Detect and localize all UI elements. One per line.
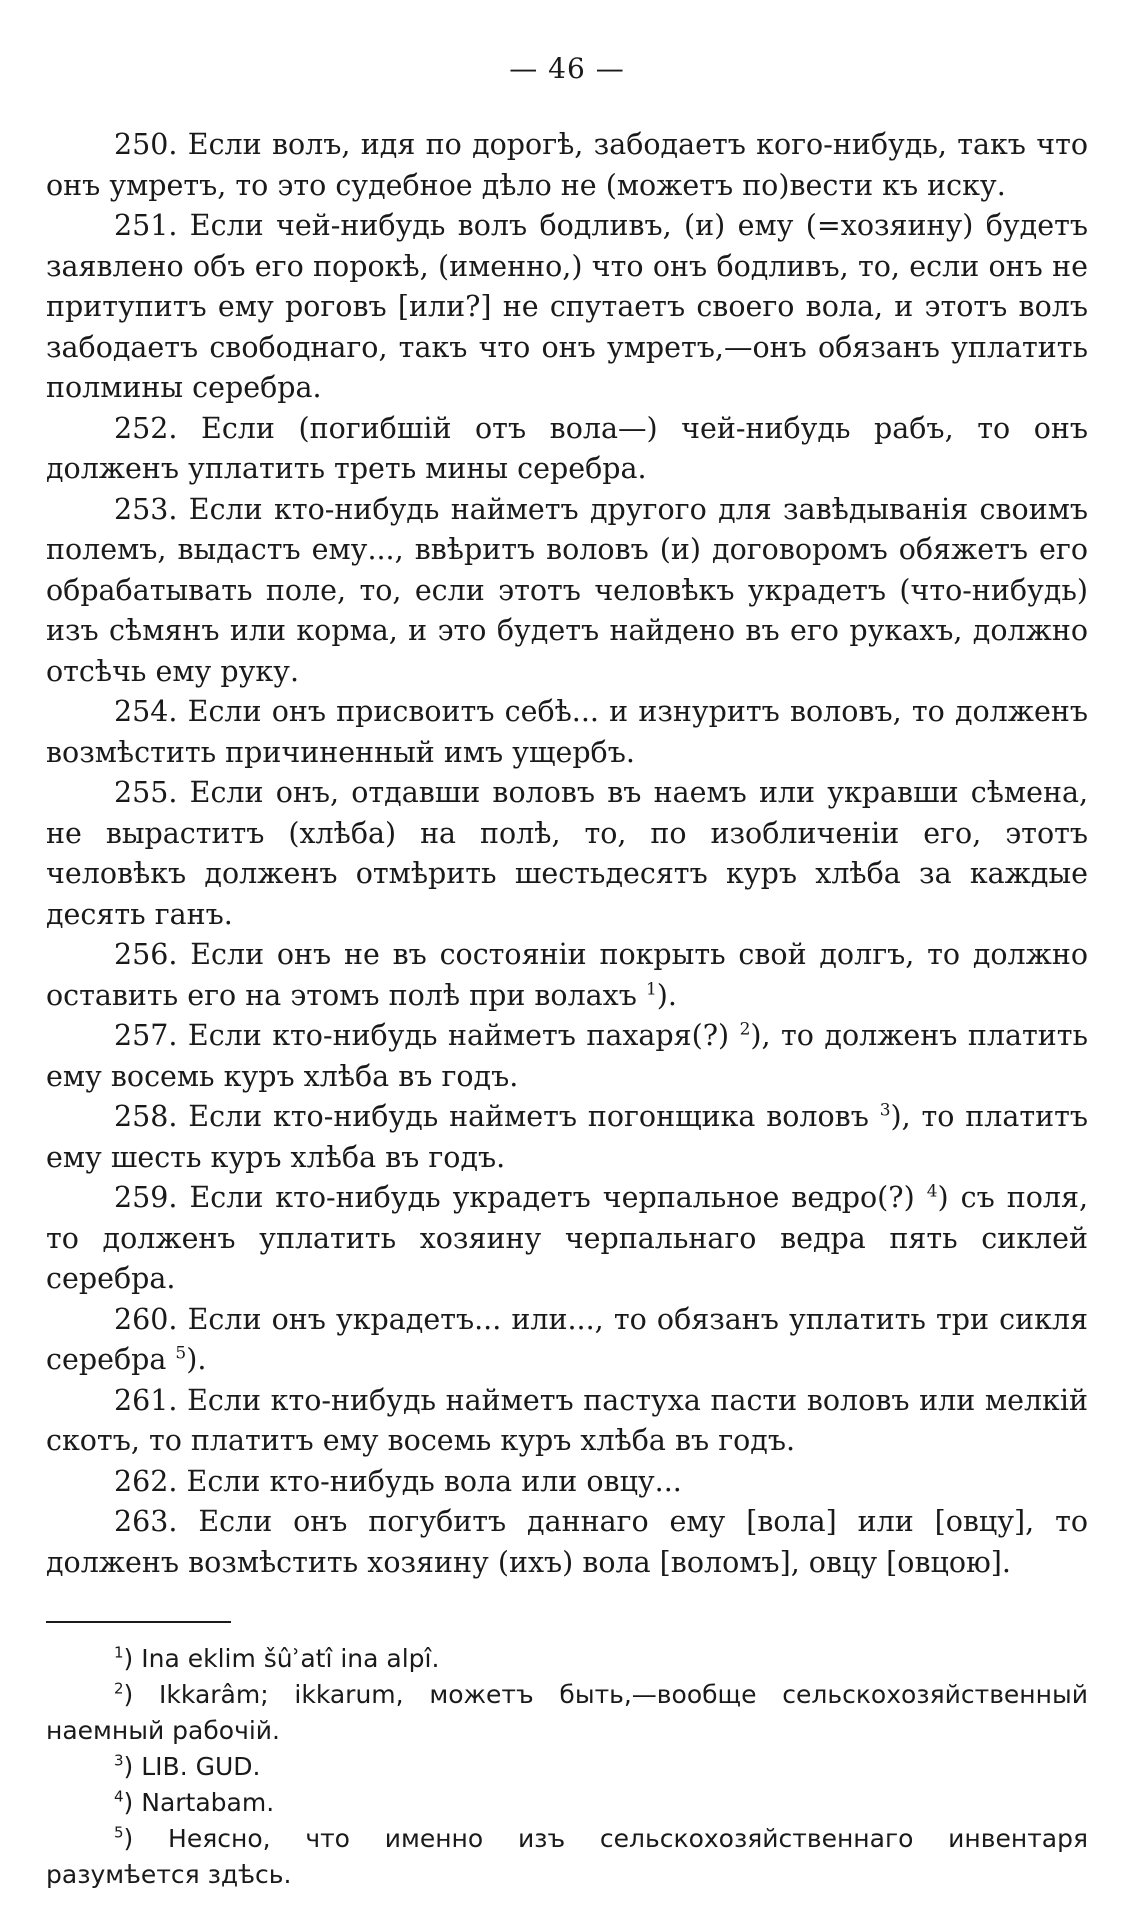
- footnote-3: $^3$) LIB. GUD.: [114, 1751, 261, 1781]
- footnote-divider: [46, 1621, 231, 1623]
- paragraph-251: 251. Если чей-нибудь волъ бодливъ, (и) ему (=хозяину) будетъ заявлено объ его порокѣ, (именно,) что онъ бодливъ, то, если онъ не притупитъ ему роговъ [или?] не спутаетъ своего вола, и этотъ волъ забодаетъ свободнаго, такъ что онъ умретъ,—онъ обязанъ уплатить полмины серебра.: [46, 209, 1088, 404]
- footnote-ref-2[interactable]: 2: [739, 1019, 751, 1040]
- footnote-mark: 3: [114, 1751, 124, 1770]
- paragraph-253: 253. Если кто-нибудь найметъ другого для завѣдыванія своимъ полемъ, выдастъ ему..., ввѣритъ воловъ (и) договоромъ обяжетъ его обрабатывать поле, то, если этотъ человѣкъ украдетъ (что-нибудь) изъ сѣмянъ или корма, и это будетъ найдено въ его рукахъ, должно отсѣчь ему руку.: [46, 492, 1088, 688]
- footnote-mark: 4: [114, 1787, 124, 1806]
- footnote-5: $^5$) Неясно, что именно изъ сельскохозяйственнаго инвентаря разумѣется здѣсь.: [46, 1823, 1088, 1889]
- body-text: [46, 125, 1088, 1583]
- footnote-mark: 2: [114, 1679, 124, 1698]
- footnote-ref-3[interactable]: 3: [879, 1100, 891, 1121]
- footnote-1: $^1$) Ina eklim šûʾatî ina alpî.: [114, 1643, 440, 1673]
- footnote-2: $^2$) Ikkarâm; ikkarum, можетъ быть,—вообще сельскохозяйственный наемный рабочій.: [46, 1679, 1088, 1745]
- footnote-mark: 5: [114, 1823, 124, 1842]
- paragraph-261: 261. Если кто-нибудь найметъ пастуха пасти воловъ или мелкій скотъ, то платитъ ему восемь куръ хлѣба въ годъ.: [46, 1383, 1088, 1457]
- paragraph-252: 252. Если (погибшій отъ вола—) чей-нибудь рабъ, то онъ долженъ уплатить треть мины серебра.: [46, 411, 1088, 485]
- footnote-4: $^4$) Nartabam.: [114, 1787, 275, 1817]
- paragraph-255: 255. Если онъ, отдавши воловъ въ наемъ или укравши сѣмена, не выраститъ (хлѣба) на полѣ, то, по изобличеніи его, этотъ человѣкъ долженъ отмѣрить шестьдесятъ куръ хлѣба за каждые десять ганъ.: [46, 776, 1088, 931]
- paragraph-259: 259. Если кто-нибудь украдетъ черпальное ведро(?) $^4$) съ поля, то долженъ уплатить хозяину черпальнаго ведра пять сиклей серебра.: [46, 1181, 1089, 1295]
- footnote-ref-1[interactable]: 1: [645, 979, 657, 999]
- paragraph-254: 254. Если онъ присвоитъ себѣ... и изнуритъ воловъ, то долженъ возмѣстить причиненный имъ ущербъ.: [46, 695, 1088, 769]
- paragraph-258: 258. Если кто-нибудь найметъ погонщика воловъ $^3$), то платитъ ему шесть куръ хлѣба въ годъ.: [46, 1100, 1089, 1174]
- paragraph-263: 263. Если онъ погубитъ даннаго ему [вола] или [овцу], то долженъ возмѣстить хозяину (ихъ) вола [воломъ], овцу [овцою].: [46, 1505, 1088, 1579]
- footnotes: [46, 1641, 1088, 1893]
- paragraph-262: 262. Если кто-нибудь вола или овцу...: [114, 1464, 682, 1498]
- paragraph-250: 250. Если волъ, идя по дорогѣ, забодаетъ кого-нибудь, такъ что онъ умретъ, то это судебное дѣло не (можетъ по)вести къ иску.: [46, 128, 1088, 202]
- footnote-ref-5[interactable]: 5: [175, 1343, 187, 1364]
- paragraph-257: 257. Если кто-нибудь найметъ пахаря(?) $^2$), то долженъ платить ему восемь куръ хлѣба въ годъ.: [46, 1019, 1089, 1093]
- paragraph-260: 260. Если онъ украдетъ... или..., то обязанъ уплатить три сикля серебра $^5$).: [46, 1302, 1088, 1376]
- footnote-ref-4[interactable]: 4: [926, 1181, 938, 1202]
- paragraph-256: 256. Если онъ не въ состояніи покрыть свой долгъ, то должно оставить его на этомъ полѣ при волахъ $^1$).: [46, 938, 1088, 1012]
- footnote-mark: 1: [114, 1643, 124, 1662]
- page-number: — 46 —: [509, 52, 625, 85]
